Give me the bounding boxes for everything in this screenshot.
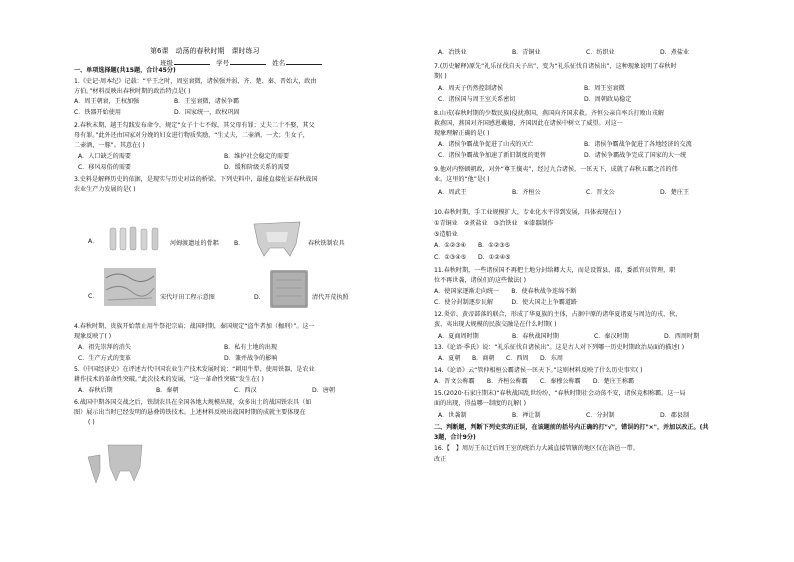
option-c[interactable]: C．秦汉时期 [594,333,629,340]
option-d-caption[interactable]: 清代开荒执照 [312,294,349,301]
question-text: 6.战国中期各国交战之后，铁制农具在全国各地大规模出现，众多出土的战国铁农具（如 [74,399,312,406]
question-text: 期( ) [434,73,447,80]
question-text: 方伯。”材料反映出春秋时期的政治特点是( ) [74,88,191,95]
option-a[interactable]: A．周天子仍然控制诸侯 [438,85,504,92]
option-d[interactable]: D．兼并战争的影响 [224,355,278,362]
option-c[interactable]: C．分封制 [586,412,615,419]
options-row[interactable]: C．使分封制逐步瓦解 D．使大国走上争霸道路 [434,299,578,306]
option-d-prefix: D． [254,294,265,301]
option-b[interactable]: B．诸侯争霸战争促进了各地经济的交流 [584,141,692,148]
question-text: 1.《史记·周本纪》记载：“平王之时，周室衰微，诸侯强并弱，齐、楚、秦、晋始大，政由 [74,78,317,85]
question-text: 3.史料是解释历史的依据，是现实与历史对话的桥梁。下列史料中，最能直接佐证春秋战国 [74,176,318,183]
option-c[interactable]: C．诸侯国与周王室关系密切 [438,96,516,103]
question-text: 10.春秋时期，手工业规模扩大，专业化水平得到发展，具体表现在( ) [434,209,622,216]
question-text: 蛮、夷出现大规模的民族交融是在什么时期( ) [434,321,557,328]
option-d[interactable]: D．国家统一，政权巩固 [174,109,240,116]
option-c[interactable]: C．西汉 [234,387,257,394]
iron-tool-image [250,218,304,258]
section-heading: 二、判断题，判断下列史实的正误，在该题前的括号内正确的打"√"，错误的打"×"，并加以改正。(共 [434,424,709,431]
option-c[interactable]: C．移风易俗的需要 [78,164,132,171]
question-text: 14.《论语》云“管仲相桓公霸诸侯一匡天下。”这则材料反映了什么历史事实( ) [434,367,643,374]
question-text: 救燕国，燕国对齐国感恩戴德，齐国因此在诸侯中树立了威望。对这一 [434,120,623,127]
question-text: 5.《中国经济史》在评述古代中国农业生产技术发展时说：“耕用牛犁，使用铁器，是农业 [74,366,315,373]
q6-option-c[interactable]: C．纺织业 [586,49,615,56]
question-text: 现象理解正确的是( ) [434,130,490,137]
option-a[interactable]: A．①②③④ [434,242,467,249]
question-text: 7.(历史解释)原先“礼乐征伐自天子出”，变为“礼乐征伐自诸侯出”，这种现象说明了春秋时 [434,63,677,70]
option-a[interactable]: A．祖先崇拜的消失 [78,344,131,351]
option-b[interactable]: B．王室衰微，诸侯争霸 [174,98,240,105]
class-blank[interactable] [174,64,210,65]
option-d[interactable]: D．东周 [540,355,563,362]
student-info-line [160,58,326,67]
option-a[interactable]: A．春秋后期 [78,387,113,394]
question-text: 母有罪。”此外还由国家对分娩的妇女进行物质奖励，“生丈夫，二壶酒，一犬；生女子， [74,132,309,139]
option-a[interactable]: A．夏商周时期 [438,333,479,340]
question-text: 8.山戎(春秋时期的少数民族)侵扰燕国，燕国向齐国求救。齐恒公亲自率兵打败山戎解 [434,110,664,117]
question-text: 耕作技术的革命性突破。”此次技术的发展，“这一革命性突破”发生在( ) [74,376,264,383]
option-a[interactable]: A．人口缺乏的需要 [78,153,131,160]
option-d[interactable]: D．缓和阶级关系的需要 [224,164,290,171]
option-d[interactable]: D．唐朝 [312,387,335,394]
q6-option-d[interactable]: D．煮盐业 [660,49,690,56]
section-heading: 一、单项选择题(共15题，合计45分) [74,67,176,74]
item-list: ⑤造船业 [434,231,458,238]
option-b[interactable]: B．商朝 [472,355,495,362]
option-c-caption[interactable]: 宋代圩田工程示意图 [160,294,215,301]
option-c[interactable]: C．西周 [506,355,529,362]
option-b[interactable]: B．周王室衰微 [584,85,625,92]
option-a[interactable]: A．诸侯争霸战争促进了山戎的灭亡 [438,141,534,148]
option-b[interactable]: B．春秋战国时期 [512,333,559,340]
option-c[interactable]: C．铁器开始使用 [74,109,121,116]
question-text: 位不再世袭，诸侯们的这些做法( ) [434,277,527,284]
option-a-caption[interactable]: 河姆渡遗址的骨耜 [170,240,219,247]
question-text: 15.(2020·石家庄期末)“春秋战国乱世纷纷，“春秋时期社会动荡不安，诸侯竞相称霸。这一局 [434,390,686,397]
option-a-prefix: A． [88,238,99,245]
question-text: 业。这里的“他”是( ) [434,176,490,183]
question-text: 11.春秋时期，一些诸侯国不再把土地分封给卿大夫，而是设置县、郡，委派官员管理，职 [434,267,676,274]
iron-tools-photo [86,441,146,485]
question-text: 2.春秋末期，越王勾践发布命令，规定“女子十七不嫁，其父母有罪；丈夫二十不娶，其父 [74,122,315,129]
land-deed-image [270,270,308,308]
q6-option-a[interactable]: A．冶铁业 [438,49,467,56]
option-d[interactable]: D．诸侯争霸战争完成了国家的大一统 [584,152,687,159]
option-c[interactable]: C．晋文公 [586,189,615,196]
bone-tool-image [108,224,166,254]
option-d[interactable]: D．周朝政局稳定 [584,96,632,103]
option-b[interactable]: B．①②③⑤ [478,242,511,249]
option-a[interactable]: A．夏朝 [438,355,461,362]
polder-diagram-image [104,268,156,306]
question-text: 4.春秋时期，贵族开始禁止用牛祭祀宗庙；战国时期，秦国规定“盗牛者加（枷刑）”。这一 [74,323,315,330]
option-c[interactable]: C．①③④⑤ [434,254,467,261]
option-b-prefix: B． [234,240,245,247]
question-text: 12.炎帝、黄帝部落的联合，形成了华夏族的主体，占据中原的诸华夏诸夏与周边的戎、狄、 [434,311,682,318]
item-list: ①青铜业 ②煮盐业 ③冶铁业 ④漆器制作 [434,220,554,227]
id-label: 学号 [216,59,230,67]
option-b[interactable]: B．维护社会稳定的需要 [224,153,290,160]
name-label: 姓名 [272,59,286,67]
options-row[interactable]: A．使国家逐渐走向统一 B．使春秋战争连绵不断 [434,288,577,295]
question-text: 二壶酒，一豚”。其意在( ) [74,142,145,149]
class-label: 班级 [160,59,173,67]
question-text: 图）展示出当时已经发明的悬叠铸铁技术。上述材料反映出战国时期的成就主要体现在 [74,409,306,416]
option-d[interactable]: D．郡县制 [660,412,690,419]
section-heading-cont: 3题，合计9分) [434,434,476,441]
q6-option-b[interactable]: B．青铜业 [512,49,541,56]
question-text: 现象反映了( ) [74,333,112,340]
option-a[interactable]: A．世袭制 [438,412,467,419]
option-c-prefix: C． [88,293,99,300]
option-a[interactable]: A．周武王 [438,189,467,196]
question-text: 农业生产力发展的是( ) [74,186,136,193]
option-b[interactable]: B．齐桓公 [512,189,541,196]
option-b[interactable]: B．私有土地的出现 [224,344,277,351]
question-text: 面的出现，得益哪一制度的瓦解( ) [434,400,527,407]
option-c[interactable]: C．诸侯争霸战争加速了新旧制度的更替 [438,152,546,159]
correction-label: 改正 [434,456,447,463]
option-b[interactable]: B．秦朝 [156,387,179,394]
option-d[interactable]: D．①②④⑤ [478,254,511,261]
question-16[interactable]: 16.【 】周厉王东迁后周王室的统治力大减直接管辖的地区仅在洛邑一带。 [434,445,639,452]
question-text: 13.《论语·季氏》说：“礼乐征伐自诸侯出”。这是古人对下列哪一历史时期政治局面的描述( ) [434,344,685,351]
option-d[interactable]: D．楚庄王 [660,189,690,196]
question-text: 9.他对内整顿朝政，对外“尊王攘夷”，经过九合诸侯，一匡天下，成就了春秋五霸之首的伟 [434,166,678,173]
name-blank[interactable] [286,64,322,65]
page-title: 第6课 动荡的春秋时期 课时练习 [150,47,260,55]
options-row[interactable]: A．晋文公称霸 B．齐桓公称霸 C．秦穆公称霸 D．楚庄王称霸 [434,378,635,385]
option-b[interactable]: B．禅让制 [512,412,541,419]
id-blank[interactable] [230,64,266,65]
option-a[interactable]: A．周王朝衰，王权加强 [74,98,140,105]
option-b-caption[interactable]: 春秋铁制农具 [308,240,345,247]
question-text: ( ) [88,419,95,426]
option-c[interactable]: C．生产方式的变革 [78,355,132,362]
option-d[interactable]: D．西周时期 [664,333,700,340]
